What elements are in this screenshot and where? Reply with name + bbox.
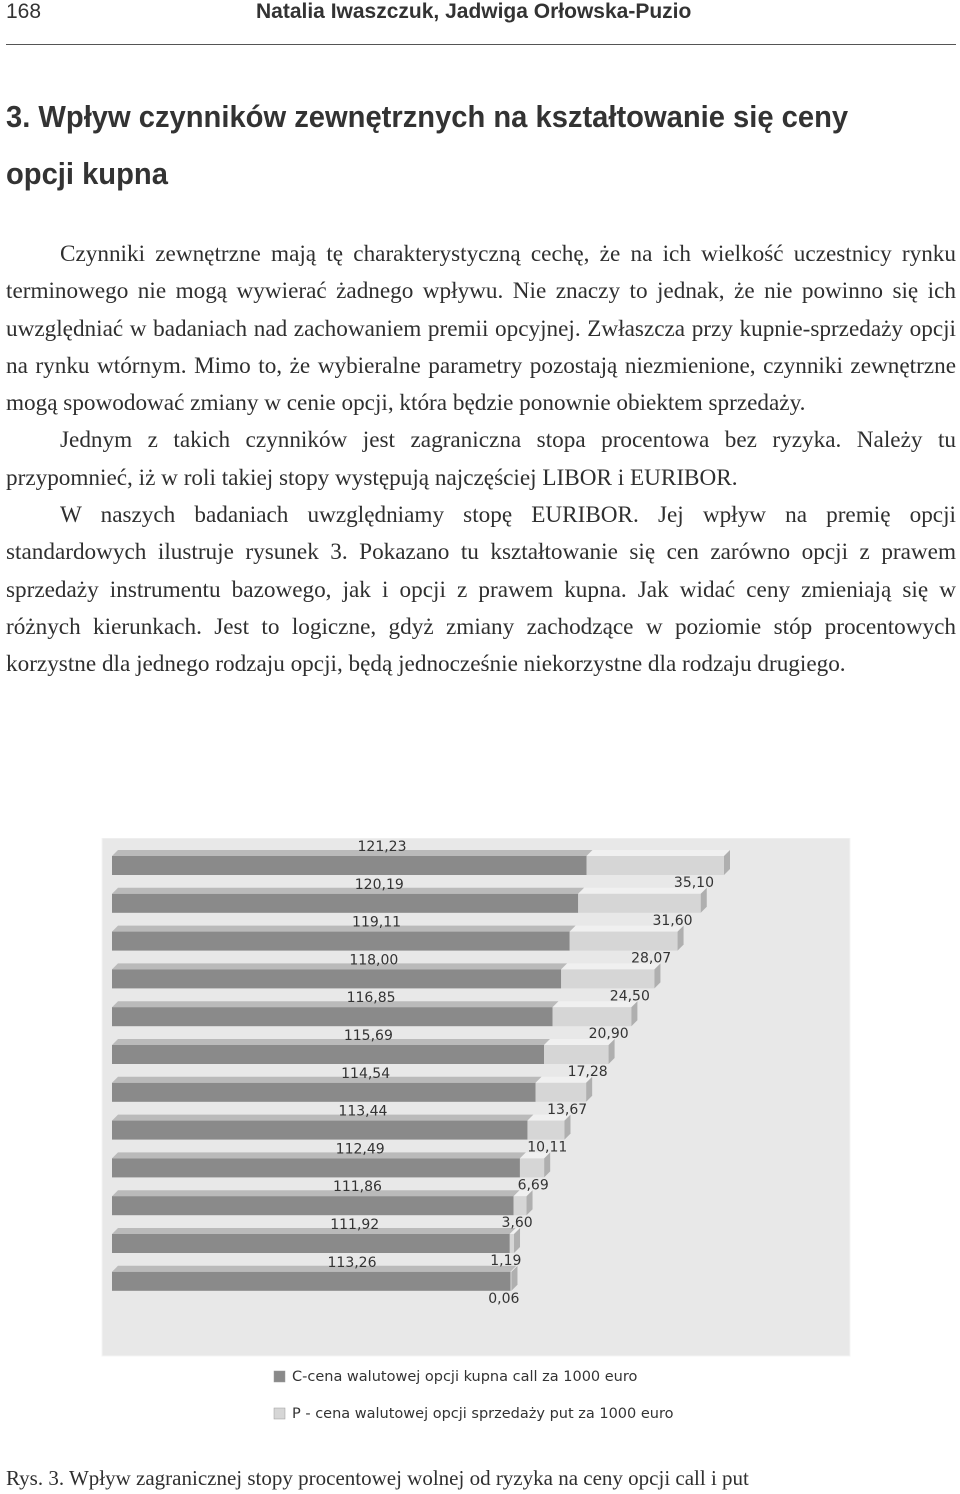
legend-label: C-cena walutowej opcji kupna call za 1000 euro	[292, 1369, 638, 1385]
paragraph-1: Czynniki zewnętrzne mają tę charakterystyczną cechę, że na ich wielkość uczestnicy rynku terminowego nie mogą wywierać żadnego wpływu. Nie znaczy to jednak, że nie powinno się ich uwzględniać w badaniach nad zachowaniem premii opcyjnej. Zwłaszcza przy kupnie-sprzedaży opcji na rynku wtórnym. Mimo to, że wybieralne parametry pozostają niezmienione, czynniki zewnętrzne mogą spowodować zmiany w cenie opcji, która będzie ponownie obiektem sprzedaży.	[6, 241, 956, 417]
data-label-call: 113,44	[338, 1103, 388, 1120]
bar-call	[112, 969, 561, 988]
data-label-call: 111,92	[330, 1217, 380, 1233]
bar-call-top	[112, 888, 584, 894]
bar-chart	[96, 838, 876, 1450]
bar-call	[112, 856, 587, 875]
bar-call	[112, 932, 570, 951]
data-label-put: 13,67	[547, 1101, 588, 1118]
legend-swatch	[274, 1408, 285, 1419]
legend	[274, 1369, 674, 1422]
data-label-put: 0,06	[488, 1290, 520, 1307]
figure-caption: Rys. 3. Wpływ zagranicznej stopy procentowej wolnej od ryzyka na ceny opcji call i put	[6, 1466, 749, 1490]
body-text	[6, 236, 956, 684]
data-label-call: 114,54	[341, 1065, 391, 1082]
bar-call	[112, 1158, 520, 1177]
bar-put	[536, 1083, 587, 1102]
page-number: 168	[6, 0, 42, 23]
section-title: 3. Wpływ czynników zewnętrznych na kształtowanie się ceny opcji kupna	[6, 99, 849, 191]
page-header	[0, 0, 960, 46]
paragraph-3: W naszych badaniach uwzględniamy stopę EURIBOR. Jej wpływ na premię opcji standardowych ilustruje rysunek 3. Pokazano tu kształtowanie się cen zarówno opcji z prawem sprzedaży instrumentu bazowego, jak i opcji z prawem kupna. Jak widać ceny zmieniają się w różnych kierunkach. Jest to logiczne, gdyż zmiany zachodzące w poziomie stóp procentowych korzystne dla jednego rodzaju opcji, będą jednocześnie niekorzystne dla rodzaju drugiego.	[6, 502, 956, 678]
data-label-put: 3,60	[501, 1215, 533, 1232]
paragraph-2: Jednym z takich czynników jest zagraniczna stopa procentowa bez ryzyka. Należy tu przypomnieć, iż w roli takiej stopy występują najczęściej LIBOR i EURIBOR.	[6, 427, 956, 491]
data-label-call: 111,86	[332, 1179, 382, 1196]
bar-call-top	[112, 1190, 520, 1196]
bar-call-top	[112, 926, 576, 932]
data-label-put: 20,90	[588, 1026, 629, 1043]
bar-put	[553, 1007, 632, 1026]
data-label-call: 121,23	[357, 839, 407, 855]
bar-call	[112, 1196, 514, 1215]
bar-put	[520, 1158, 544, 1177]
bar-put	[578, 894, 701, 913]
bar-call	[112, 1045, 544, 1064]
bar-put	[544, 1045, 609, 1064]
bar-call-top	[112, 1266, 516, 1272]
data-label-put: 10,11	[527, 1139, 568, 1156]
data-label-call: 113,26	[327, 1254, 377, 1271]
bar-call	[112, 1272, 510, 1291]
bar-call-top	[112, 1228, 516, 1234]
data-label-put: 35,10	[673, 875, 714, 891]
data-label-call: 112,49	[335, 1141, 385, 1158]
bar-put	[510, 1234, 514, 1253]
data-label-call: 116,85	[346, 990, 396, 1007]
bar-call	[112, 1007, 553, 1026]
bar-put-top	[587, 850, 730, 856]
bar-put	[510, 1272, 511, 1291]
header-rule	[6, 44, 956, 45]
data-label-put: 28,07	[631, 950, 672, 967]
data-label-put: 24,50	[609, 988, 650, 1005]
data-label-put: 31,60	[652, 912, 693, 929]
bar-put	[527, 1121, 564, 1140]
data-label-put: 6,69	[517, 1177, 549, 1194]
bar-put	[514, 1196, 527, 1215]
bar-put	[570, 932, 678, 951]
data-label-call: 118,00	[349, 952, 399, 969]
bar-call	[112, 894, 578, 913]
data-label-call: 120,19	[354, 876, 404, 893]
bar-call-top	[112, 1152, 526, 1158]
bar-call-top	[112, 850, 593, 856]
bar-call	[112, 1083, 536, 1102]
bar-call-top	[112, 1039, 550, 1045]
bar-call	[112, 1121, 527, 1140]
bar-call	[112, 1234, 510, 1253]
bar-call-top	[112, 1077, 542, 1083]
data-label-put: 1,19	[490, 1253, 522, 1269]
data-label-put: 17,28	[567, 1064, 608, 1080]
bar-call-top	[112, 1001, 559, 1007]
data-label-call: 119,11	[352, 914, 402, 931]
running-head-authors: Natalia Iwaszczuk, Jadwiga Orłowska-Puzio	[256, 0, 692, 23]
bar-call-top	[112, 1115, 533, 1121]
bar-call-top	[112, 963, 567, 969]
figure-chart	[96, 838, 876, 1450]
bar-put	[587, 856, 724, 875]
data-label-call: 115,69	[343, 1028, 393, 1044]
legend-swatch	[274, 1371, 285, 1382]
legend-label: P - cena walutowej opcji sprzedaży put za 1000 euro	[292, 1406, 674, 1422]
bar-put	[561, 969, 654, 988]
